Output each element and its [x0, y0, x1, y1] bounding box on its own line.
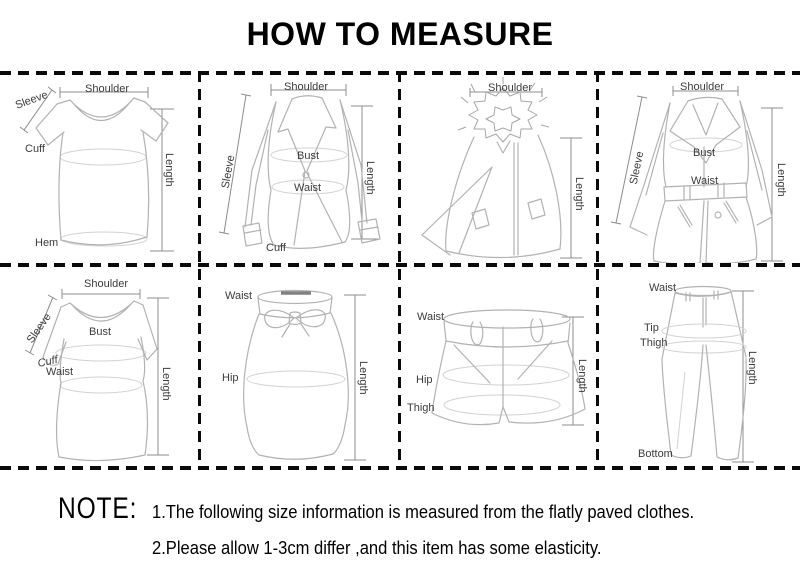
label-cuff: Cuff [266, 242, 286, 254]
label-sleeve: Sleeve [24, 311, 54, 346]
dashed-grid-line-col2 [398, 71, 401, 470]
panel-skirt [202, 267, 398, 466]
label-shoulder: Shoulder [488, 82, 533, 94]
label-sleeve: Sleeve [627, 150, 647, 186]
label-hem: Hem [35, 237, 59, 249]
label-waist: Waist [294, 182, 322, 194]
label-cuff: Cuff [36, 353, 59, 370]
label-bottom: Bottom [638, 448, 673, 460]
label-cuff: Cuff [25, 143, 45, 155]
label-bust: Bust [89, 326, 112, 338]
label-length: Length [160, 367, 172, 401]
dashed-grid-line-col1 [198, 71, 201, 470]
label-length: Length [163, 153, 175, 187]
fur-coat-drawing [402, 75, 596, 263]
label-length: Length [576, 359, 588, 393]
shorts-drawing [402, 267, 596, 466]
label-waist: Waist [649, 282, 677, 294]
label-length: Length [746, 351, 758, 385]
panel-pants [600, 267, 800, 466]
pants-drawing [600, 267, 800, 466]
label-shoulder: Shoulder [84, 278, 129, 290]
label-bust: Bust [693, 147, 716, 159]
label-length: Length [573, 177, 585, 211]
panel-fur-coat [402, 75, 596, 263]
label-length: Length [364, 161, 376, 195]
label-hip: Hip [222, 372, 239, 384]
label-waist: Waist [691, 175, 719, 187]
panel-dress [0, 267, 198, 466]
panel-blazer [202, 75, 398, 263]
label-length: Length [357, 361, 369, 395]
label-shoulder: Shoulder [85, 83, 130, 95]
panel-shorts [402, 267, 596, 466]
label-thigh: Thigh [407, 402, 435, 414]
label-hip: Hip [416, 374, 433, 386]
page-title: HOW TO MEASURE [246, 16, 554, 52]
dashed-grid-line-col3 [596, 71, 599, 470]
label-waist: Waist [417, 311, 445, 323]
note-line-1: 1.The following size information is measured from the flatly paved clothes. [152, 502, 695, 522]
label-sleeve: Sleeve [13, 88, 50, 112]
label-sleeve: Sleeve [219, 154, 238, 190]
label-shoulder: Shoulder [284, 81, 329, 93]
note-label: NOTE: [58, 492, 138, 525]
panel-trench-coat [600, 75, 800, 263]
label-length: Length [775, 163, 787, 197]
panel-tshirt [0, 75, 198, 263]
label-thigh: Thigh [640, 337, 668, 349]
label-bust: Bust [297, 150, 320, 162]
label-tip: Tip [644, 322, 659, 334]
label-waist: Waist [46, 366, 74, 378]
label-waist: Waist [225, 290, 253, 302]
label-shoulder: Shoulder [680, 81, 725, 93]
note-line-2: 2.Please allow 1-3cm differ ,and this item has some elasticity. [152, 538, 602, 558]
